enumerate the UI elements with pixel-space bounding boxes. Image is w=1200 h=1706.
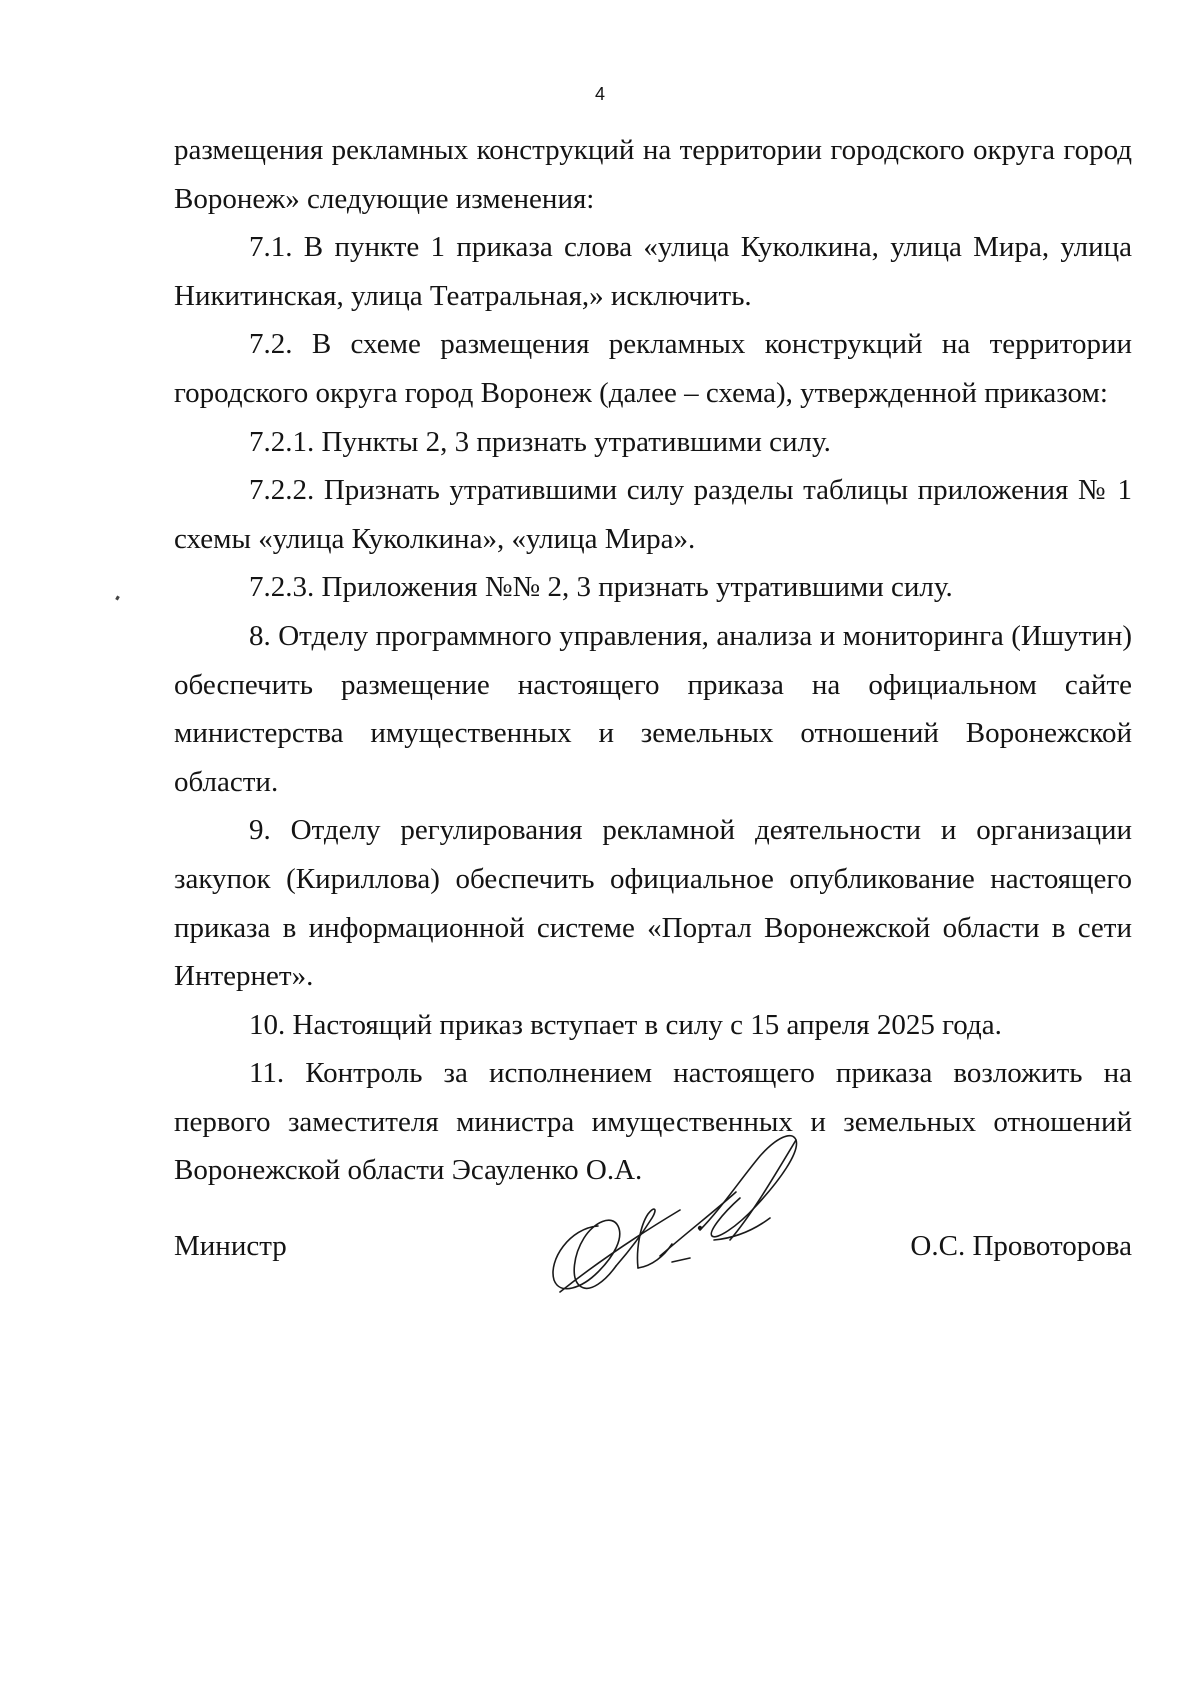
- paragraph-intro: размещения рекламных конструкций на территории городского округа город Воронеж» следующие изменения:: [174, 134, 1132, 215]
- paragraph-7-2-2: 7.2.2. Признать утратившими силу разделы таблицы приложения № 1 схемы «улица Куколкина», «улица Мира».: [174, 474, 1132, 555]
- paragraph-10: 10. Настоящий приказ вступает в силу с 15 апреля 2025 года.: [249, 1008, 1002, 1041]
- handwritten-signature: [540, 1110, 830, 1310]
- paragraph-7-2: 7.2. В схеме размещения рекламных конструкций на территории городского округа город Воронеж (далее – схема), утвержденной приказом:: [174, 328, 1132, 409]
- paragraph-7-2-1: 7.2.1. Пункты 2, 3 признать утратившими силу.: [249, 425, 831, 458]
- signature-block: [174, 1230, 1132, 1270]
- paragraph-9: 9. Отделу регулирования рекламной деятельности и организации закупок (Кириллова) обеспечить официальное опубликование настоящего приказа в информационной системе «Портал Воронежской области в сети Интернет».: [174, 814, 1132, 993]
- signer-name: О.С. Провоторова: [910, 1230, 1132, 1262]
- paragraph-7-1: 7.1. В пункте 1 приказа слова «улица Куколкина, улица Мира, улица Никитинская, улица Театральная,» исключить.: [174, 231, 1132, 312]
- scan-speck: [115, 596, 120, 601]
- document-body: [174, 126, 1132, 1195]
- page-number: 4: [594, 84, 605, 104]
- paragraph-11: 11. Контроль за исполнением настоящего приказа возложить на первого заместителя министра имущественных и земельных отношений Воронежской области Эсауленко О.А.: [174, 1057, 1132, 1187]
- paragraph-7-2-3: 7.2.3. Приложения №№ 2, 3 признать утратившими силу.: [249, 571, 953, 604]
- signer-position: Министр: [174, 1230, 287, 1262]
- paragraph-8: 8. Отделу программного управления, анализа и мониторинга (Ишутин) обеспечить размещение настоящего приказа на официальном сайте министерства имущественных и земельных отношений Воронежской области.: [174, 619, 1132, 798]
